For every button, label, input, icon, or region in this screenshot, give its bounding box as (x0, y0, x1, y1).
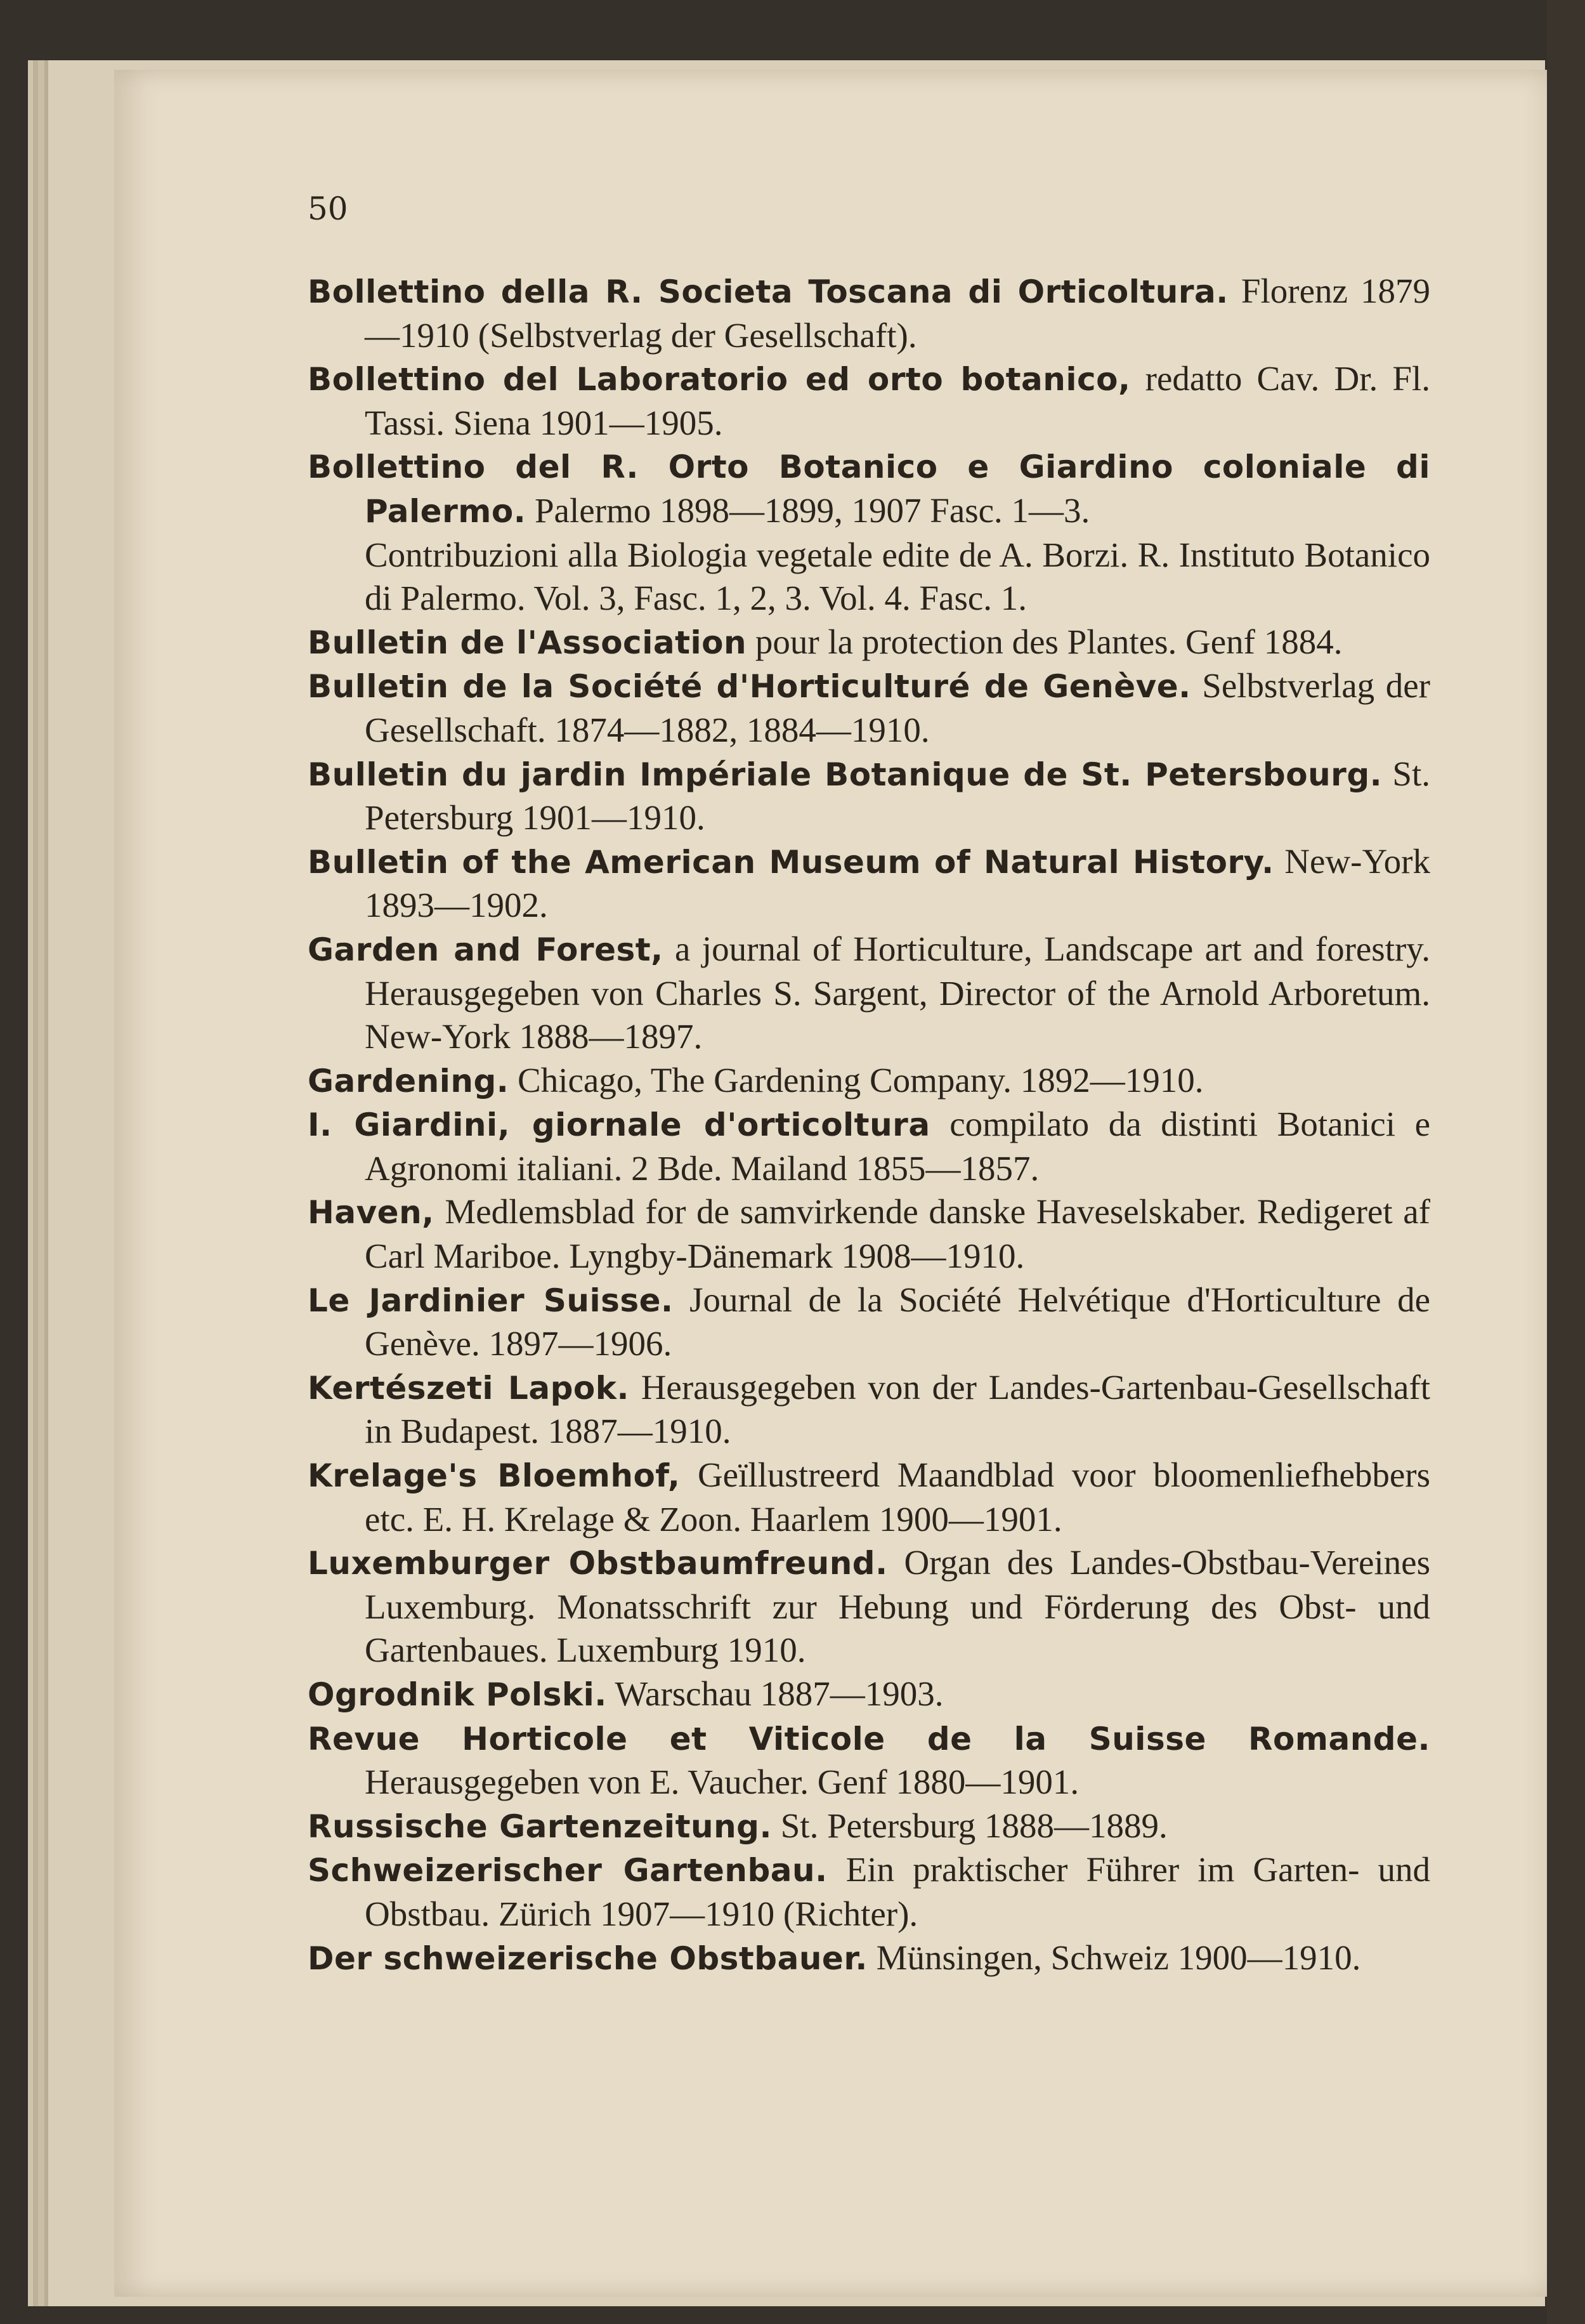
entry-title: Revue Horticole et Viticole de la Suisse Romande. (308, 1720, 1430, 1757)
entry-title: Bulletin de l'Association (308, 624, 747, 661)
list-item (308, 1103, 1430, 1190)
list-item (308, 1936, 1430, 1981)
entry-title: Bollettino della R. Societa Toscana di Orticoltura. (308, 273, 1229, 310)
entry-text: Geïllustreerd Maandblad voor bloomenliefhebbers etc. E. H. Krelage & Zoon. Haarlem 1900—1901. (365, 1455, 1430, 1539)
entry-title: Ogrodnik Polski. (308, 1676, 607, 1713)
entry-text: Contribuzioni alla Biologia vegetale edite de A. Borzi. R. Instituto Botanico di Palermo. Vol. 3, Fasc. 1, 2, 3. Vol. 4. Fasc. 1. (365, 535, 1430, 618)
entry-text: Palermo 1898—1899, 1907 Fasc. 1—3. (526, 490, 1090, 530)
list-item (308, 1454, 1430, 1541)
entry-text: pour la protection des Plantes. Genf 1884. (747, 622, 1343, 661)
list-item (308, 620, 1430, 665)
list-item (308, 357, 1430, 445)
entry-text: compilato da distinti Botanici e Agronomi italiani. 2 Bde. Mailand 1855—1857. (365, 1105, 1430, 1188)
entry-text: Selbstverlag der Gesellschaft. 1874—1882, 1884—1910. (365, 666, 1430, 749)
entry-title: I. Giardini, giornale d'orticoltura (308, 1106, 930, 1144)
entry-text: Herausgegeben von E. Vaucher. Genf 1880—1901. (365, 1763, 1079, 1802)
entry-text: Medlemsblad for de samvirkende danske Haveselskaber. Redigeret af Carl Mariboe. Lyngby-Dänemark 1908—1910. (365, 1192, 1430, 1276)
list-item (308, 1366, 1430, 1454)
list-item (308, 928, 1430, 1059)
entry-title: Le Jardinier Suisse. (308, 1282, 674, 1319)
entry-text: St. Petersburg 1901—1910. (365, 754, 1430, 837)
entry-title: Russische Gartenzeitung. (308, 1808, 772, 1845)
entry-title: Bollettino del Laboratorio ed orto botanico, (308, 361, 1131, 398)
entry-title: Bollettino del R. Orto Botanico e Giardino coloniale di Palermo. (308, 449, 1430, 530)
book-right-edge (1547, 0, 1585, 2324)
entry-text: St. Petersburg 1888—1889. (771, 1806, 1168, 1845)
entry-title: Bulletin of the American Museum of Natural History. (308, 843, 1274, 881)
entry-text: Journal de la Société Helvétique d'Horticulture de Genève. 1897—1906. (365, 1280, 1430, 1363)
list-item (308, 534, 1430, 620)
entry-text: a journal of Horticulture, Landscape art and forestry. Herausgegeben von Charles S. Sargent, Director of the Arnold Arboretum. New-York 1888—1897. (365, 929, 1430, 1056)
entry-list (308, 270, 1430, 1980)
entry-text: Herausgegeben von der Landes-Gartenbau-Gesellschaft in Budapest. 1887—1910. (365, 1367, 1430, 1451)
entry-text: Warschau 1887—1903. (606, 1674, 944, 1713)
list-item (308, 1848, 1430, 1936)
entry-text: Ein praktischer Führer im Garten- und Obstbau. Zürich 1907—1910 (Richter). (365, 1850, 1430, 1933)
list-item (308, 1059, 1430, 1103)
entry-title: Kertészeti Lapok. (308, 1369, 629, 1407)
entry-title: Luxemburger Obstbaumfreund. (308, 1545, 888, 1582)
entry-title: Bulletin du jardin Impériale Botanique de St. Petersbourg. (308, 756, 1383, 793)
list-item (308, 1672, 1430, 1717)
entry-title: Gardening. (308, 1062, 509, 1100)
entry-title: Der schweizerische Obstbauer. (308, 1940, 868, 1977)
entry-text: Florenz 1879—1910 (Selbstverlag der Gesellschaft). (365, 272, 1430, 355)
list-item (308, 840, 1430, 928)
entry-text: Organ des Landes-Obstbau-Vereines Luxemburg. Monatsschrift zur Hebung und Förderung des Obst- und Gartenbaues. Luxemburg 1910. (365, 1543, 1431, 1670)
entry-title: Bulletin de la Société d'Horticulturé de Genève. (308, 668, 1191, 706)
list-item (308, 664, 1430, 752)
list-item (308, 445, 1430, 533)
entry-text: New-York 1893—1902. (365, 841, 1431, 925)
list-item (308, 752, 1430, 840)
entry-text: redatto Cav. Dr. Fl. Tassi. Siena 1901—1905. (365, 359, 1431, 442)
list-item (308, 1278, 1430, 1366)
entry-title: Garden and Forest, (308, 931, 663, 968)
entry-text: Münsingen, Schweiz 1900—1910. (867, 1938, 1361, 1977)
page-number: 50 (308, 190, 348, 227)
list-item (308, 1717, 1430, 1804)
list-item (308, 1541, 1430, 1672)
entry-title: Schweizerischer Gartenbau. (308, 1852, 828, 1889)
entry-text: Chicago, The Gardening Company. 1892—1910. (509, 1060, 1204, 1100)
list-item (308, 270, 1430, 357)
entry-title: Krelage's Bloemhof, (308, 1457, 681, 1495)
list-item (308, 1190, 1430, 1278)
list-item (308, 1804, 1430, 1849)
entry-title: Haven, (308, 1194, 434, 1231)
